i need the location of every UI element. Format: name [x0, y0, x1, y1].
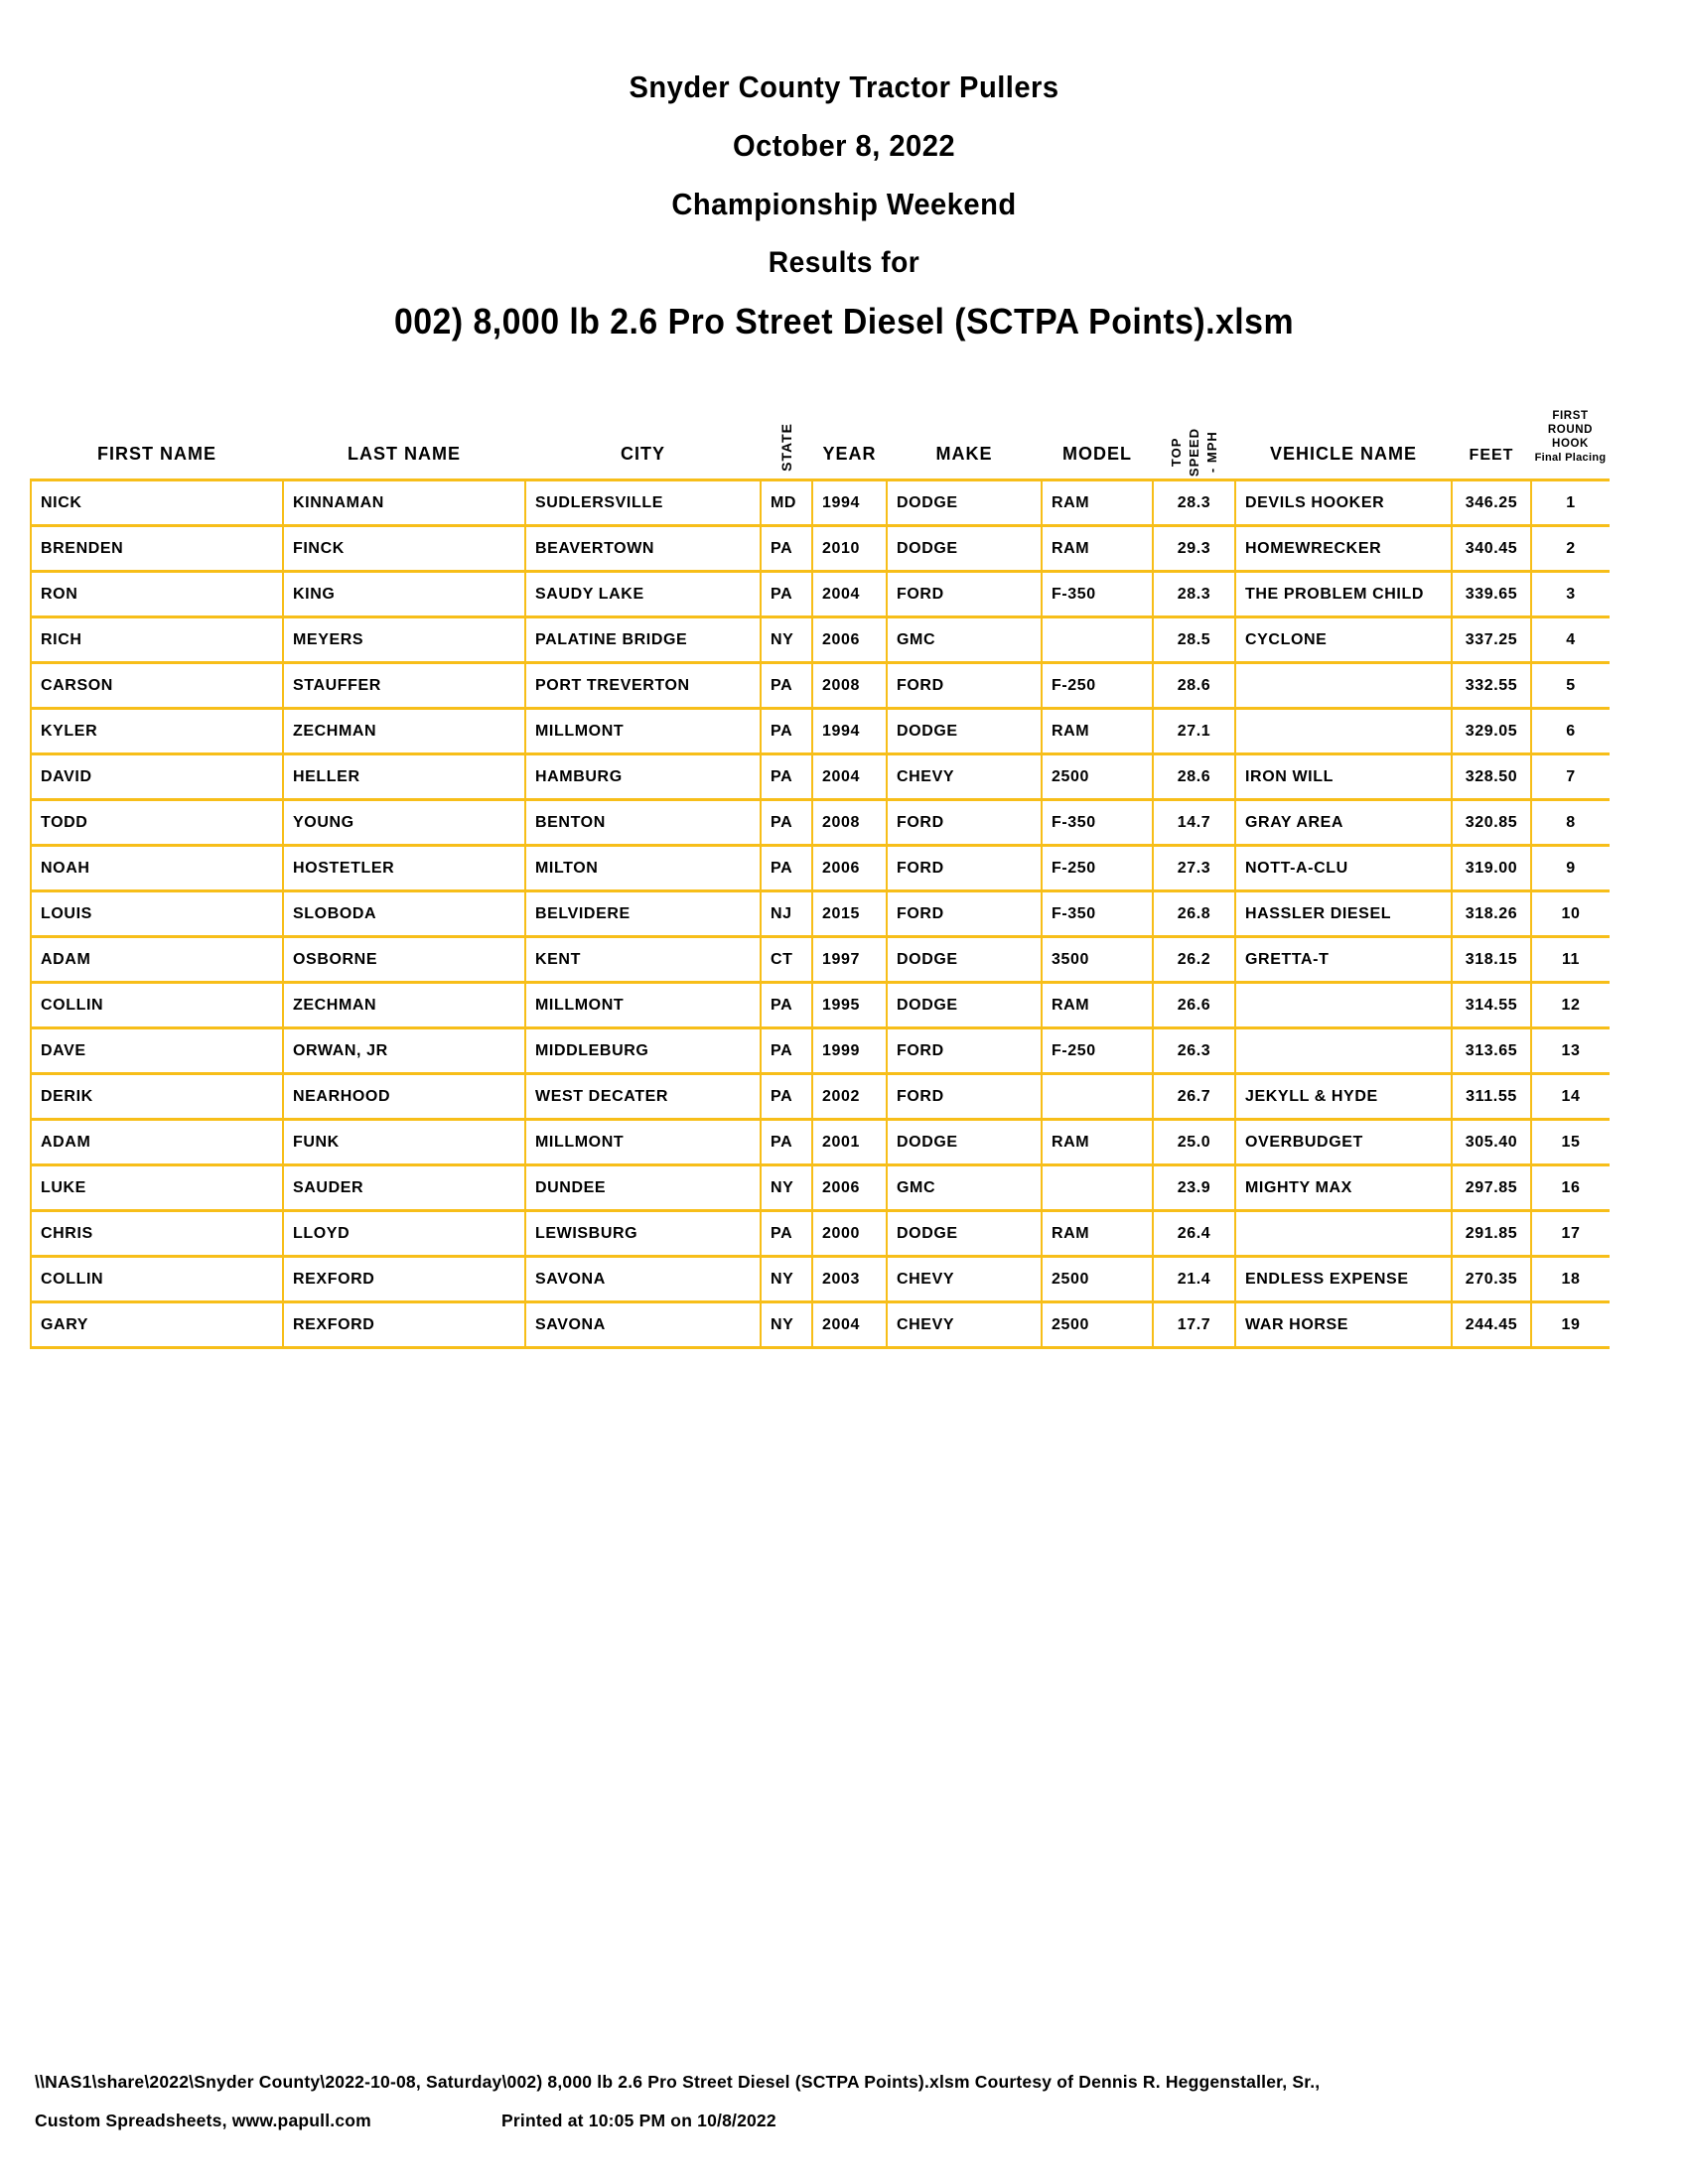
- cell-year: 2002: [812, 1074, 887, 1120]
- page-footer: [35, 2071, 1653, 2131]
- cell-top-speed: 26.3: [1153, 1028, 1235, 1074]
- cell-vehicle-name: DEVILS HOOKER: [1235, 480, 1452, 526]
- cell-feet: 297.85: [1452, 1165, 1531, 1211]
- cell-feet: 329.05: [1452, 709, 1531, 754]
- cell-year: 1994: [812, 709, 887, 754]
- table-row: [31, 800, 1610, 846]
- cell-last-name: NEARHOOD: [283, 1074, 525, 1120]
- cell-make: FORD: [887, 663, 1042, 709]
- cell-top-speed: 29.3: [1153, 526, 1235, 572]
- table-row: [31, 1165, 1610, 1211]
- table-row: [31, 1120, 1610, 1165]
- cell-make: FORD: [887, 1074, 1042, 1120]
- cell-vehicle-name: CYCLONE: [1235, 617, 1452, 663]
- cell-top-speed: 28.3: [1153, 572, 1235, 617]
- cell-city: MILTON: [525, 846, 761, 891]
- cell-last-name: FUNK: [283, 1120, 525, 1165]
- table-body: [31, 480, 1610, 1348]
- page-title: Snyder County Tractor Pullers: [629, 69, 1059, 104]
- cell-year: 2010: [812, 526, 887, 572]
- cell-last-name: REXFORD: [283, 1257, 525, 1302]
- cell-state: PA: [761, 754, 812, 800]
- cell-placing: 15: [1531, 1120, 1610, 1165]
- cell-state: PA: [761, 1211, 812, 1257]
- table-row: [31, 891, 1610, 937]
- cell-first-name: LUKE: [31, 1165, 283, 1211]
- cell-model: F-250: [1042, 846, 1153, 891]
- cell-make: DODGE: [887, 480, 1042, 526]
- cell-model: 2500: [1042, 1257, 1153, 1302]
- cell-city: MILLMONT: [525, 983, 761, 1028]
- cell-placing: 11: [1531, 937, 1610, 983]
- col-header-model: MODEL: [1062, 444, 1132, 464]
- placing-header-line3: Final Placing: [1534, 452, 1607, 464]
- col-header-year: YEAR: [822, 444, 877, 464]
- cell-model: RAM: [1042, 480, 1153, 526]
- cell-top-speed: 28.3: [1153, 480, 1235, 526]
- cell-first-name: RON: [31, 572, 283, 617]
- cell-placing: 19: [1531, 1302, 1610, 1348]
- cell-last-name: REXFORD: [283, 1302, 525, 1348]
- cell-city: MIDDLEBURG: [525, 1028, 761, 1074]
- cell-state: NY: [761, 1302, 812, 1348]
- cell-year: 1997: [812, 937, 887, 983]
- cell-state: PA: [761, 709, 812, 754]
- cell-model: F-350: [1042, 800, 1153, 846]
- cell-feet: 346.25: [1452, 480, 1531, 526]
- cell-year: 2004: [812, 1302, 887, 1348]
- table-row: [31, 526, 1610, 572]
- cell-feet: 244.45: [1452, 1302, 1531, 1348]
- cell-feet: 311.55: [1452, 1074, 1531, 1120]
- cell-make: GMC: [887, 617, 1042, 663]
- footer-printed-at: Printed at 10:05 PM on 10/8/2022: [501, 2111, 776, 2130]
- table-row: [31, 1211, 1610, 1257]
- cell-top-speed: 23.9: [1153, 1165, 1235, 1211]
- top-speed-vertical-label: [1153, 428, 1235, 477]
- cell-top-speed: 25.0: [1153, 1120, 1235, 1165]
- cell-vehicle-name: HOMEWRECKER: [1235, 526, 1452, 572]
- col-header-vehicle-name: VEHICLE NAME: [1269, 444, 1417, 464]
- cell-top-speed: 17.7: [1153, 1302, 1235, 1348]
- cell-year: 1994: [812, 480, 887, 526]
- cell-placing: 10: [1531, 891, 1610, 937]
- cell-city: DUNDEE: [525, 1165, 761, 1211]
- cell-top-speed: 28.6: [1153, 754, 1235, 800]
- cell-state: PA: [761, 663, 812, 709]
- results-table-container: [30, 409, 1610, 1349]
- cell-city: MILLMONT: [525, 1120, 761, 1165]
- cell-top-speed: 28.5: [1153, 617, 1235, 663]
- cell-first-name: COLLIN: [31, 983, 283, 1028]
- cell-vehicle-name: GRETTA-T: [1235, 937, 1452, 983]
- cell-first-name: GARY: [31, 1302, 283, 1348]
- cell-last-name: HOSTETLER: [283, 846, 525, 891]
- table-row: [31, 663, 1610, 709]
- cell-placing: 4: [1531, 617, 1610, 663]
- cell-vehicle-name: [1235, 663, 1452, 709]
- cell-placing: 18: [1531, 1257, 1610, 1302]
- cell-top-speed: 26.2: [1153, 937, 1235, 983]
- cell-year: 2000: [812, 1211, 887, 1257]
- cell-make: FORD: [887, 1028, 1042, 1074]
- cell-first-name: ADAM: [31, 1120, 283, 1165]
- placing-header-line1: FIRST ROUND: [1547, 410, 1594, 436]
- cell-year: 2015: [812, 891, 887, 937]
- cell-first-name: NOAH: [31, 846, 283, 891]
- cell-placing: 14: [1531, 1074, 1610, 1120]
- col-header-last-name: LAST NAME: [348, 444, 461, 464]
- cell-model: RAM: [1042, 1211, 1153, 1257]
- cell-make: CHEVY: [887, 1302, 1042, 1348]
- cell-make: DODGE: [887, 937, 1042, 983]
- cell-city: LEWISBURG: [525, 1211, 761, 1257]
- cell-model: F-250: [1042, 663, 1153, 709]
- table-row: [31, 937, 1610, 983]
- cell-placing: 5: [1531, 663, 1610, 709]
- cell-last-name: SLOBODA: [283, 891, 525, 937]
- cell-first-name: TODD: [31, 800, 283, 846]
- cell-city: PALATINE BRIDGE: [525, 617, 761, 663]
- cell-make: FORD: [887, 891, 1042, 937]
- cell-last-name: KINNAMAN: [283, 480, 525, 526]
- cell-vehicle-name: HASSLER DIESEL: [1235, 891, 1452, 937]
- cell-last-name: OSBORNE: [283, 937, 525, 983]
- cell-vehicle-name: [1235, 983, 1452, 1028]
- class-filename: 002) 8,000 lb 2.6 Pro Street Diesel (SCTPA Points).xlsm: [393, 301, 1295, 341]
- cell-feet: 318.15: [1452, 937, 1531, 983]
- cell-model: RAM: [1042, 709, 1153, 754]
- cell-model: 2500: [1042, 1302, 1153, 1348]
- table-row: [31, 572, 1610, 617]
- cell-year: 2008: [812, 663, 887, 709]
- cell-model: RAM: [1042, 526, 1153, 572]
- cell-state: PA: [761, 800, 812, 846]
- cell-make: DODGE: [887, 1211, 1042, 1257]
- cell-state: NY: [761, 617, 812, 663]
- cell-feet: 318.26: [1452, 891, 1531, 937]
- cell-feet: 305.40: [1452, 1120, 1531, 1165]
- cell-make: FORD: [887, 800, 1042, 846]
- col-header-state: [761, 409, 812, 480]
- cell-placing: 13: [1531, 1028, 1610, 1074]
- cell-city: WEST DECATER: [525, 1074, 761, 1120]
- cell-top-speed: 21.4: [1153, 1257, 1235, 1302]
- cell-make: CHEVY: [887, 754, 1042, 800]
- event-subtitle: Championship Weekend: [671, 187, 1017, 221]
- cell-city: SAVONA: [525, 1257, 761, 1302]
- cell-placing: 3: [1531, 572, 1610, 617]
- cell-feet: 270.35: [1452, 1257, 1531, 1302]
- cell-feet: 314.55: [1452, 983, 1531, 1028]
- cell-last-name: HELLER: [283, 754, 525, 800]
- cell-make: FORD: [887, 846, 1042, 891]
- cell-year: 2004: [812, 754, 887, 800]
- footer-line2: [35, 2111, 1653, 2131]
- cell-year: 2006: [812, 617, 887, 663]
- cell-feet: 319.00: [1452, 846, 1531, 891]
- cell-last-name: SAUDER: [283, 1165, 525, 1211]
- cell-year: 2003: [812, 1257, 887, 1302]
- cell-vehicle-name: [1235, 1211, 1452, 1257]
- cell-feet: 291.85: [1452, 1211, 1531, 1257]
- cell-vehicle-name: WAR HORSE: [1235, 1302, 1452, 1348]
- top-speed-word3: - MPH: [1204, 431, 1219, 474]
- cell-top-speed: 26.6: [1153, 983, 1235, 1028]
- cell-make: CHEVY: [887, 1257, 1042, 1302]
- cell-model: 2500: [1042, 754, 1153, 800]
- cell-top-speed: 28.6: [1153, 663, 1235, 709]
- cell-year: 2008: [812, 800, 887, 846]
- cell-last-name: ZECHMAN: [283, 709, 525, 754]
- cell-city: BEAVERTOWN: [525, 526, 761, 572]
- cell-city: BENTON: [525, 800, 761, 846]
- cell-last-name: ORWAN, JR: [283, 1028, 525, 1074]
- cell-placing: 2: [1531, 526, 1610, 572]
- top-speed-word1: TOP: [1169, 437, 1184, 468]
- table-row: [31, 1028, 1610, 1074]
- results-table: [30, 409, 1610, 1349]
- cell-last-name: MEYERS: [283, 617, 525, 663]
- cell-last-name: YOUNG: [283, 800, 525, 846]
- cell-vehicle-name: IRON WILL: [1235, 754, 1452, 800]
- cell-state: PA: [761, 846, 812, 891]
- cell-placing: 16: [1531, 1165, 1610, 1211]
- cell-feet: 328.50: [1452, 754, 1531, 800]
- cell-state: PA: [761, 1028, 812, 1074]
- event-date: October 8, 2022: [732, 128, 956, 163]
- cell-placing: 17: [1531, 1211, 1610, 1257]
- cell-model: RAM: [1042, 983, 1153, 1028]
- col-header-make: MAKE: [935, 444, 993, 464]
- cell-year: 2006: [812, 1165, 887, 1211]
- cell-placing: 7: [1531, 754, 1610, 800]
- cell-model: F-350: [1042, 572, 1153, 617]
- cell-first-name: BRENDEN: [31, 526, 283, 572]
- footer-credit: Custom Spreadsheets, www.papull.com: [35, 2111, 371, 2130]
- cell-model: 3500: [1042, 937, 1153, 983]
- cell-feet: 332.55: [1452, 663, 1531, 709]
- table-row: [31, 709, 1610, 754]
- cell-first-name: CHRIS: [31, 1211, 283, 1257]
- cell-vehicle-name: JEKYLL & HYDE: [1235, 1074, 1452, 1120]
- cell-first-name: DAVID: [31, 754, 283, 800]
- cell-placing: 6: [1531, 709, 1610, 754]
- cell-model: [1042, 617, 1153, 663]
- cell-top-speed: 26.4: [1153, 1211, 1235, 1257]
- cell-top-speed: 27.1: [1153, 709, 1235, 754]
- table-row: [31, 480, 1610, 526]
- cell-first-name: DERIK: [31, 1074, 283, 1120]
- cell-top-speed: 27.3: [1153, 846, 1235, 891]
- top-speed-word2: SPEED: [1187, 427, 1201, 477]
- cell-vehicle-name: ENDLESS EXPENSE: [1235, 1257, 1452, 1302]
- cell-first-name: DAVE: [31, 1028, 283, 1074]
- cell-feet: 313.65: [1452, 1028, 1531, 1074]
- cell-state: PA: [761, 983, 812, 1028]
- cell-placing: 9: [1531, 846, 1610, 891]
- cell-city: BELVIDERE: [525, 891, 761, 937]
- cell-city: SUDLERSVILLE: [525, 480, 761, 526]
- cell-first-name: RICH: [31, 617, 283, 663]
- footer-file-path: \\NAS1\share\2022\Snyder County\2022-10-08, Saturday\002) 8,000 lb 2.6 Pro Street Diesel (SCTPA Points).xlsm Courtesy of Dennis R. Heggenstaller, Sr.,: [35, 2072, 1321, 2092]
- cell-first-name: CARSON: [31, 663, 283, 709]
- cell-first-name: LOUIS: [31, 891, 283, 937]
- cell-last-name: LLOYD: [283, 1211, 525, 1257]
- table-row: [31, 983, 1610, 1028]
- table-row: [31, 1302, 1610, 1348]
- cell-last-name: FINCK: [283, 526, 525, 572]
- state-vertical-label: STATE: [777, 423, 794, 472]
- cell-make: DODGE: [887, 526, 1042, 572]
- table-row: [31, 1074, 1610, 1120]
- cell-model: F-350: [1042, 891, 1153, 937]
- cell-make: FORD: [887, 572, 1042, 617]
- cell-city: PORT TREVERTON: [525, 663, 761, 709]
- cell-state: MD: [761, 480, 812, 526]
- cell-state: PA: [761, 572, 812, 617]
- cell-model: F-250: [1042, 1028, 1153, 1074]
- cell-state: NJ: [761, 891, 812, 937]
- cell-state: PA: [761, 1074, 812, 1120]
- cell-state: PA: [761, 1120, 812, 1165]
- cell-vehicle-name: [1235, 1028, 1452, 1074]
- cell-state: PA: [761, 526, 812, 572]
- cell-vehicle-name: GRAY AREA: [1235, 800, 1452, 846]
- results-for-label: Results for: [768, 246, 920, 279]
- cell-city: SAVONA: [525, 1302, 761, 1348]
- cell-city: KENT: [525, 937, 761, 983]
- cell-year: 2004: [812, 572, 887, 617]
- col-header-city: CITY: [620, 444, 665, 464]
- cell-vehicle-name: THE PROBLEM CHILD: [1235, 572, 1452, 617]
- cell-city: MILLMONT: [525, 709, 761, 754]
- table-row: [31, 1257, 1610, 1302]
- cell-first-name: ADAM: [31, 937, 283, 983]
- cell-vehicle-name: MIGHTY MAX: [1235, 1165, 1452, 1211]
- cell-model: [1042, 1165, 1153, 1211]
- cell-make: DODGE: [887, 709, 1042, 754]
- cell-placing: 12: [1531, 983, 1610, 1028]
- col-header-placing: [1531, 409, 1610, 480]
- cell-placing: 8: [1531, 800, 1610, 846]
- cell-feet: 339.65: [1452, 572, 1531, 617]
- table-row: [31, 754, 1610, 800]
- cell-last-name: ZECHMAN: [283, 983, 525, 1028]
- cell-feet: 320.85: [1452, 800, 1531, 846]
- cell-make: DODGE: [887, 1120, 1042, 1165]
- cell-top-speed: 14.7: [1153, 800, 1235, 846]
- cell-feet: 337.25: [1452, 617, 1531, 663]
- cell-first-name: NICK: [31, 480, 283, 526]
- table-row: [31, 617, 1610, 663]
- cell-vehicle-name: OVERBUDGET: [1235, 1120, 1452, 1165]
- title-block: [0, 58, 1688, 350]
- col-header-feet: FEET: [1469, 447, 1514, 464]
- cell-top-speed: 26.7: [1153, 1074, 1235, 1120]
- cell-last-name: KING: [283, 572, 525, 617]
- cell-first-name: KYLER: [31, 709, 283, 754]
- cell-top-speed: 26.8: [1153, 891, 1235, 937]
- cell-year: 2006: [812, 846, 887, 891]
- placing-header-line2: HOOK: [1552, 438, 1589, 450]
- cell-vehicle-name: NOTT-A-CLU: [1235, 846, 1452, 891]
- cell-make: DODGE: [887, 983, 1042, 1028]
- cell-model: RAM: [1042, 1120, 1153, 1165]
- cell-state: NY: [761, 1165, 812, 1211]
- cell-year: 1995: [812, 983, 887, 1028]
- cell-placing: 1: [1531, 480, 1610, 526]
- cell-city: HAMBURG: [525, 754, 761, 800]
- cell-feet: 340.45: [1452, 526, 1531, 572]
- cell-year: 2001: [812, 1120, 887, 1165]
- cell-state: NY: [761, 1257, 812, 1302]
- cell-year: 1999: [812, 1028, 887, 1074]
- col-header-top-speed: [1153, 409, 1235, 480]
- cell-city: SAUDY LAKE: [525, 572, 761, 617]
- cell-state: CT: [761, 937, 812, 983]
- header-row: [31, 409, 1610, 480]
- cell-make: GMC: [887, 1165, 1042, 1211]
- cell-first-name: COLLIN: [31, 1257, 283, 1302]
- col-header-first-name: FIRST NAME: [97, 444, 216, 464]
- cell-vehicle-name: [1235, 709, 1452, 754]
- table-row: [31, 846, 1610, 891]
- cell-model: [1042, 1074, 1153, 1120]
- cell-last-name: STAUFFER: [283, 663, 525, 709]
